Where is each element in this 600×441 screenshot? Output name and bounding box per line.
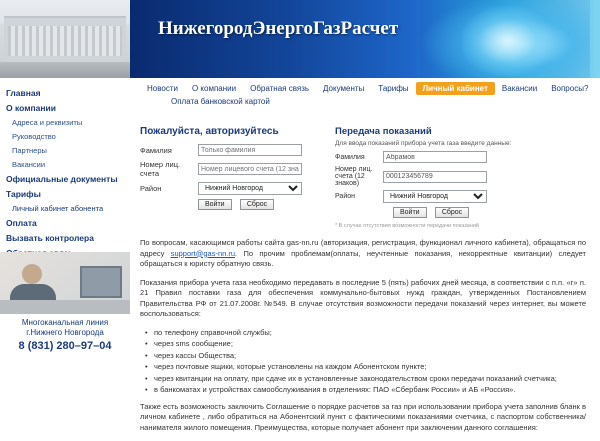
- readings-surname-field[interactable]: [383, 151, 487, 163]
- readings-footnote: * В случае отсутствия возможности передачи показаний: [335, 223, 479, 229]
- auth-row-district: [140, 182, 315, 195]
- meter-readings-panel: [335, 126, 570, 229]
- auth-field-surname-wrap: [198, 144, 315, 156]
- menu-item-label: Личный кабинет: [422, 84, 488, 93]
- support-line2: г.Нижнего Новгорода: [26, 328, 104, 337]
- auth-buttons: [198, 199, 315, 210]
- menu-item-card-payment[interactable]: [164, 95, 277, 108]
- menu-item-feedback[interactable]: [243, 82, 316, 95]
- sidebar-item-label: Вызвать контролера: [6, 233, 94, 243]
- left-sidebar: [0, 0, 130, 427]
- menu-item-label: О компании: [191, 84, 237, 93]
- sidebar-item-vacancies[interactable]: [0, 158, 130, 172]
- list-item: • через sms сообщение;: [154, 339, 586, 350]
- auth-label-surname: Фамилия: [140, 145, 172, 155]
- support-phone-block: [0, 318, 130, 353]
- menu-item-label: Оплата банковской картой: [171, 97, 270, 106]
- sidebar-item-addresses[interactable]: [0, 116, 130, 130]
- sidebar-item-tariffs[interactable]: [0, 187, 130, 202]
- sidebar-item-label: Адреса и реквизиты: [12, 118, 83, 127]
- menu-item-about[interactable]: [185, 82, 243, 95]
- sidebar-item-label: О компании: [6, 103, 56, 113]
- sidebar-item-label: Вакансии: [12, 160, 46, 169]
- list-item: • в банкоматах и устройствах самообслуживания в отделениях: ПАО «Сбербанк России» и АБ «Россия».: [154, 385, 586, 396]
- readings-buttons: [393, 207, 570, 218]
- readings-row-surname: [335, 151, 570, 163]
- sidebar-item-payment[interactable]: [0, 216, 130, 231]
- auth-field-district-wrap: [198, 182, 315, 195]
- menu-item-label: Обратная связь: [250, 84, 310, 93]
- menu-item-documents[interactable]: [316, 82, 371, 95]
- support-phone-number: 8 (831) 280–97–04: [18, 340, 112, 352]
- menu-item-news[interactable]: [140, 82, 185, 95]
- sidebar-item-label: Оплата: [6, 218, 37, 228]
- readings-account-field[interactable]: [383, 171, 487, 183]
- menu-item-label: Вакансии: [501, 84, 538, 93]
- photo-building-columns: [8, 26, 122, 56]
- menu-item-questions[interactable]: [544, 82, 595, 95]
- building-photo: [0, 0, 130, 78]
- list-item: • через кассы Общества;: [154, 351, 586, 362]
- auth-row-surname: [140, 144, 315, 156]
- readings-label-district: Район: [335, 193, 355, 200]
- sidebar-item-label: Главная: [6, 88, 41, 98]
- readings-district-select[interactable]: [383, 190, 487, 203]
- menu-item-label: Документы: [323, 84, 365, 93]
- site-title: НижегородЭнергоГазРасчет: [158, 18, 399, 39]
- sidebar-item-call-controller[interactable]: [0, 231, 130, 246]
- sidebar-item-official-documents[interactable]: [0, 172, 130, 187]
- support-line1: Многоканальная линия: [21, 318, 109, 327]
- top-menu-bar: [130, 78, 600, 106]
- list-item: • через почтовые ящики, которые установлены на каждом Абонентском пункте;: [154, 362, 586, 373]
- menu-item-vacancies[interactable]: [495, 82, 544, 95]
- photo-operator-head: [22, 264, 42, 284]
- support-operator-photo: [0, 252, 130, 314]
- readings-label-surname: Фамилия: [335, 153, 365, 161]
- readings-label-account: Номер лиц. счета (12 знаков): [335, 166, 373, 187]
- district-select[interactable]: [198, 182, 302, 195]
- photo-monitor: [80, 266, 122, 298]
- menu-item-label: Тарифы: [378, 84, 409, 93]
- photo-desk: [0, 300, 130, 314]
- reset-button[interactable]: Сброс: [240, 199, 274, 210]
- sidebar-item-label: Личный кабинет абонента: [12, 204, 104, 213]
- sidebar-item-about[interactable]: [0, 101, 130, 116]
- auth-title: Пожалуйста, авторизуйтесь: [140, 126, 279, 137]
- readings-login-button[interactable]: Войти: [393, 207, 427, 218]
- top-menu-row-secondary: [164, 95, 277, 108]
- article-body: [140, 238, 586, 441]
- readings-row-district: [335, 190, 570, 203]
- menu-item-label: Новости: [147, 84, 178, 93]
- surname-field[interactable]: [198, 144, 302, 156]
- sidebar-item-label: Руководство: [12, 132, 56, 141]
- sidebar-item-partners[interactable]: [0, 144, 130, 158]
- article-paragraph-1: [140, 238, 586, 270]
- sidebar-item-label: Партнеры: [12, 146, 47, 155]
- auth-field-account-wrap: [198, 163, 315, 175]
- login-button[interactable]: Войти: [198, 199, 232, 210]
- photo-ground: [0, 62, 130, 78]
- sidebar-item-personal-cabinet[interactable]: [0, 202, 130, 216]
- sidebar-item-label: Официальные документы: [6, 174, 118, 184]
- sidebar-item-management[interactable]: [0, 130, 130, 144]
- article-p1-after: . По прочим проблемам(оплаты, неучтенные показания, некорректные квитанции) следует обращаться к юристу обратную связь.: [140, 248, 586, 268]
- article-paragraph-3: Также есть возможность заключить Соглашение о порядке расчетов за газ при использовании прибора учета заполнив бланк в личном кабинете , либо обратиться на Абонентский пункт с фактическими показаниями счетчика, с паспортом собственника/нанимателя жилого помещения. Преимущества, которые получает абонент при заключении данного соглашения:: [140, 401, 586, 432]
- sidebar-item-label: Тарифы: [6, 189, 41, 199]
- support-email-link[interactable]: support@gas-nn.ru: [170, 248, 236, 258]
- sidebar-item-home[interactable]: [0, 86, 130, 101]
- article-paragraph-2: Показания прибора учета газа необходимо передавать в последние 5 (пять) рабочих дней месяца, в соответствии с п.п. «г» п. 21 Правил поставки газа для обеспечения коммунально-бытовых нужд граждан, утвержденных Постановлением Правительства РФ от 21.07.2008г. №549. В случае отсутствия возможности передачи показаний через интернет, вы можете воспользоваться:: [140, 277, 586, 318]
- article-list: [140, 328, 586, 396]
- menu-item-label: Вопросы?: [551, 84, 589, 93]
- menu-item-personal-cabinet[interactable]: [416, 82, 495, 95]
- authorization-form: [140, 126, 315, 210]
- site-banner: [130, 0, 600, 78]
- menu-item-tariffs[interactable]: [371, 82, 415, 95]
- readings-row-account: [335, 166, 570, 187]
- account-field[interactable]: [198, 163, 302, 175]
- article-p1-before: По вопросам, касающимся работы сайта gas-nn.ru (авторизация, регистрация, функционал личного кабинета), обращаться по адресу: [140, 238, 586, 258]
- gas-flame-core-graphic: [462, 6, 552, 76]
- top-menu-row-primary: [140, 82, 595, 95]
- readings-subtitle: Для ввода показаний прибора учета газа введите данные:: [335, 140, 512, 147]
- readings-title: Передача показаний: [335, 126, 432, 137]
- sidebar-nav: [0, 86, 130, 276]
- auth-label-account: Номер лиц. счета: [140, 160, 181, 178]
- list-item: • по телефону справочной службы;: [154, 328, 586, 339]
- auth-label-district: Район: [140, 184, 162, 193]
- auth-row-account: [140, 160, 315, 178]
- readings-reset-button[interactable]: Сброс: [435, 207, 469, 218]
- list-item: • через квитанции на оплату, при сдаче их в установленные законодательством сроки передачи показаний счетчика;: [154, 374, 586, 385]
